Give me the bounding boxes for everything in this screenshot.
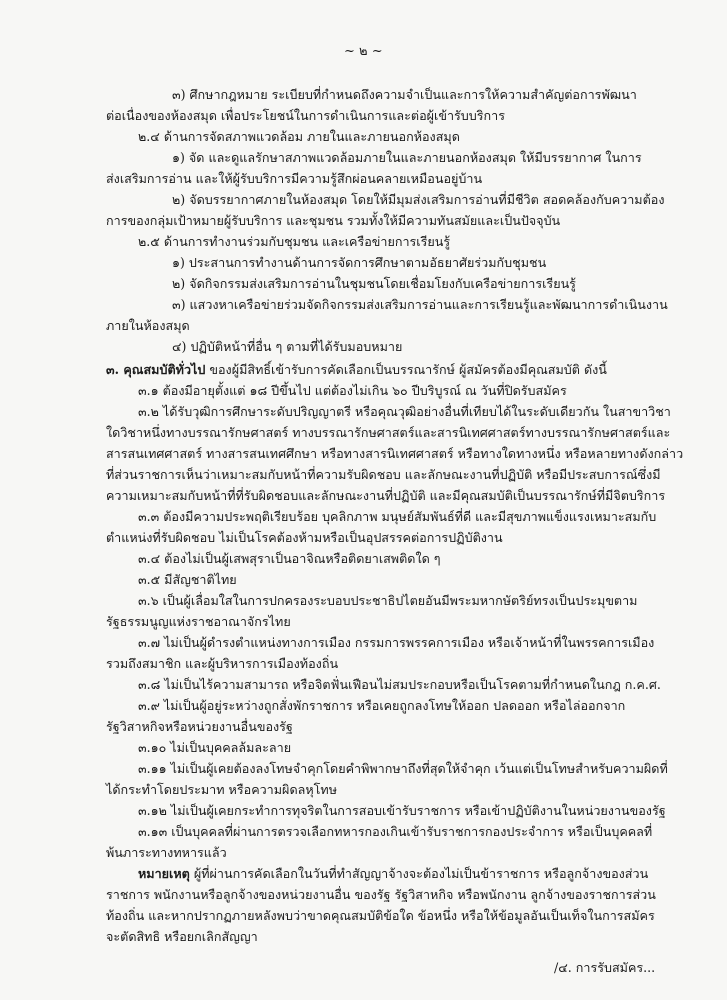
text-line: พ้นภาระทางทหารแล้ว bbox=[106, 845, 227, 860]
text-line: ๓.๑๒ ไม่เป็นผู้เคยกระทำการทุจริตในการสอบเข้ารับราชการ หรือเข้าปฏิบัติงานในหน่วยงานของรัฐ bbox=[138, 803, 666, 818]
text-line: ๓.๑๓ เป็นบุคคลที่ผ่านการตรวจเลือกทหารกองเกินเข้ารับราชการกองประจำการ หรือเป็นบุคคลที่ bbox=[138, 824, 653, 839]
text-line: ๒.๕ ด้านการทำงานร่วมกับชุมชน และเครือข่ายการเรียนรู้ bbox=[138, 234, 451, 249]
text-line: รัฐธรรมนูญแห่งราชอาณาจักรไทย bbox=[106, 614, 291, 629]
text-line: รัฐวิสาหกิจหรือหน่วยงานอื่นของรัฐ bbox=[106, 719, 293, 734]
section-3-heading: ๓. คุณสมบัติทั่วไป bbox=[106, 362, 206, 377]
text-line: ผู้ที่ผ่านการคัดเลือกในวันที่ทำสัญญาจ้างจะต้องไม่เป็นข้าราชการ หรือลูกจ้างของส่วน bbox=[193, 866, 649, 881]
text-line: ๓.๖ เป็นผู้เลื่อมใสในการปกครองระบอบประชาธิปไตยอันมีพระมหากษัตริย์ทรงเป็นประมุขตาม bbox=[138, 593, 638, 608]
text-line: ๓) แสวงหาเครือข่ายร่วมจัดกิจกรรมส่งเสริมการอ่านและการเรียนรู้และพัฒนาการดำเนินงาน bbox=[172, 297, 668, 312]
text-line: ๓.๔ ต้องไม่เป็นผู้เสพสุราเป็นอาจิณหรือติดยาเสพติดใด ๆ bbox=[138, 551, 441, 566]
text-line: ๓.๕ มีสัญชาติไทย bbox=[138, 572, 237, 587]
note-label: หมายเหตุ bbox=[138, 866, 190, 881]
text-line: ๒) จัดกิจกรรมส่งเสริมการอ่านในชุมชนโดยเชื่อมโยงกับเครือข่ายการเรียนรู้ bbox=[172, 276, 576, 291]
text-line: ได้กระทำโดยประมาท หรือความผิดลหุโทษ bbox=[106, 782, 338, 797]
text-line: ๓.๑๑ ไม่เป็นผู้เคยต้องลงโทษจำคุกโดยคำพิพากษาถึงที่สุดให้จำคุก เว้นแต่เป็นโทษสำหรับความผิดที่ bbox=[138, 761, 668, 776]
section-3-line bbox=[106, 362, 607, 378]
page-footer: /๔. การรับสมัคร... bbox=[554, 960, 656, 975]
text-line: ภายในห้องสมุด bbox=[106, 318, 190, 333]
text-line: จะตัดสิทธิ หรือยกเลิกสัญญา bbox=[106, 929, 258, 944]
text-line: ของผู้มีสิทธิ์เข้ารับการคัดเลือกเป็นบรรณารักษ์ ผู้สมัครต้องมีคุณสมบัติ ดังนี้ bbox=[209, 362, 607, 377]
text-line: ๓.๘ ไม่เป็นไร้ความสามารถ หรือจิตฟั่นเฟือนไม่สมประกอบหรือเป็นโรคตามที่กำหนดในกฎ ก.ค.ศ. bbox=[138, 677, 661, 692]
page-number: ~ ๒ ~ bbox=[344, 44, 383, 59]
text-line: ๓.๙ ไม่เป็นผู้อยู่ระหว่างถูกสั่งพักราชการ หรือเคยถูกลงโทษให้ออก ปลดออก หรือไล่ออกจาก bbox=[138, 698, 626, 713]
text-line: ๒.๔ ด้านการจัดสภาพแวดล้อม ภายในและภายนอกห้องสมุด bbox=[138, 129, 460, 144]
text-line: ๓.๒ ได้รับวุฒิการศึกษาระดับปริญญาตรี หรือคุณวุฒิอย่างอื่นที่เทียบได้ในระดับเดียวกัน ในสาขาวิชา bbox=[138, 404, 671, 419]
text-line: ใดวิชาหนึ่งทางบรรณารักษศาสตร์ ทางบรรณารักษศาสตร์และสารนิเทศศาสตร์ทางบรรณารักษศาสตร์และ bbox=[106, 425, 671, 440]
text-line: ตำแหน่งที่รับผิดชอบ ไม่เป็นโรคต้องห้ามหรือเป็นอุปสรรคต่อการปฏิบัติงาน bbox=[106, 530, 503, 545]
text-line: ความเหมาะสมกับหน้าที่ที่รับผิดชอบและลักษณะงานที่ปฏิบัติ และมีคุณสมบัติเป็นบรรณารักษ์ที่มีจิตบริการ bbox=[106, 488, 666, 503]
text-line: ๔) ปฏิบัติหน้าที่อื่น ๆ ตามที่ได้รับมอบหมาย bbox=[172, 339, 403, 354]
text-line: ที่ส่วนราชการเห็นว่าเหมาะสมกับหน้าที่ความรับผิดชอบ และลักษณะงานที่ปฏิบัติ หรือมีประสบการณ์ซึ่งมี bbox=[106, 467, 661, 482]
text-line: ราชการ พนักงานหรือลูกจ้างของหน่วยงานอื่น ของรัฐ รัฐวิสาหกิจ หรือพนักงาน ลูกจ้างของราชการส่วน bbox=[106, 887, 656, 902]
text-line: ๓.๑๐ ไม่เป็นบุคคลล้มละลาย bbox=[138, 740, 292, 755]
text-line: ส่งเสริมการอ่าน และให้ผู้รับบริการมีความรู้สึกผ่อนคลายเหมือนอยู่บ้าน bbox=[106, 171, 483, 186]
note-line bbox=[138, 866, 648, 882]
text-line: การของกลุ่มเป้าหมายผู้รับบริการ และชุมชน รวมทั้งให้มีความทันสมัยและเป็นปัจจุบัน bbox=[106, 213, 561, 228]
text-line: ๑) ประสานการทำงานด้านการจัดการศึกษาตามอัธยาศัยร่วมกับชุมชน bbox=[172, 255, 547, 270]
text-line: ต่อเนื่องของห้องสมุด เพื่อประโยชน์ในการดำเนินการและต่อผู้เข้ารับบริการ bbox=[106, 108, 506, 123]
text-line: ๓.๑ ต้องมีอายุตั้งแต่ ๑๘ ปีขึ้นไป แต่ต้องไม่เกิน ๖๐ ปีบริบูรณ์ ณ วันที่ปิดรับสมัคร bbox=[138, 383, 567, 398]
text-line: ๓) ศึกษากฎหมาย ระเบียบที่กำหนดถึงความจำเป็นและการให้ความสำคัญต่อการพัฒนา bbox=[172, 87, 637, 102]
text-line: ๓.๗ ไม่เป็นผู้ดำรงตำแหน่งทางการเมือง กรรมการพรรคการเมือง หรือเจ้าหน้าที่ในพรรคการเมือง bbox=[138, 635, 655, 650]
text-line: ๑) จัด และดูแลรักษาสภาพแวดล้อมภายในและภายนอกห้องสมุด ให้มีบรรยากาศ ในการ bbox=[172, 150, 642, 165]
text-line: สารสนเทศศาสตร์ ทางสารสนเทศศึกษา หรือทางสารนิเทศศาสตร์ หรือทางใดทางหนึ่ง หรือหลายทางดังกล่าว bbox=[106, 446, 684, 461]
text-line: รวมถึงสมาชิก และผู้บริหารการเมืองท้องถิ่น bbox=[106, 656, 339, 671]
text-line: ๒) จัดบรรยากาศภายในห้องสมุด โดยให้มีมุมส่งเสริมการอ่านที่มีชีวิต สอดคล้องกับความต้อง bbox=[172, 192, 665, 207]
text-line: ๓.๓ ต้องมีความประพฤติเรียบร้อย บุคลิกภาพ มนุษย์สัมพันธ์ที่ดี และมีสุขภาพแข็งแรงเหมาะสมกับ bbox=[138, 509, 657, 524]
text-line: ท้องถิ่น และหากปรากฏภายหลังพบว่าขาดคุณสมบัติข้อใด ข้อหนึ่ง หรือให้ข้อมูลอันเป็นเท็จในการสมัคร bbox=[106, 908, 655, 923]
